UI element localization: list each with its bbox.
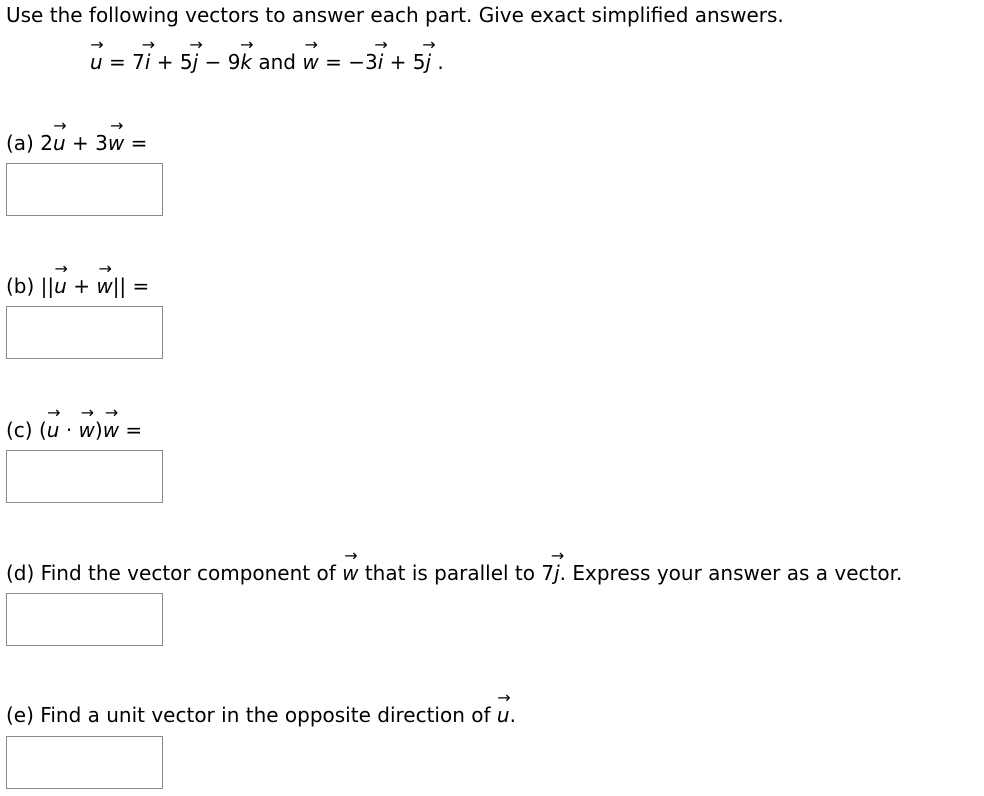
unit-i: → i bbox=[145, 52, 151, 72]
vector-u: → u bbox=[47, 420, 60, 440]
vector-w: → w bbox=[108, 133, 124, 153]
vector-u: → u bbox=[497, 705, 510, 725]
vector-w: → w bbox=[302, 52, 318, 72]
part-c-prompt: (c) (→ u · → w)→ w = bbox=[6, 420, 142, 440]
vector-u: → u bbox=[90, 52, 103, 72]
unit-i: → i bbox=[378, 52, 384, 72]
unit-j: → j bbox=[554, 563, 560, 583]
answer-input-a[interactable] bbox=[6, 163, 163, 216]
vector-w: → w bbox=[79, 420, 95, 440]
given-vectors: → u = 7→ i + 5→ j − 9→ k and → w = −3→ i + 5→ j . bbox=[90, 52, 444, 72]
part-a-prompt: (a) 2→ u + 3→ w = bbox=[6, 133, 147, 153]
part-d-prompt: (d) Find the vector component of → w that is parallel to 7→ j. Express your answer as a vector. bbox=[6, 563, 902, 583]
vector-w: → w bbox=[342, 563, 358, 583]
part-b-prompt: (b) ||→ u + → w|| = bbox=[6, 276, 149, 296]
instructions: Use the following vectors to answer each part. Give exact simplified answers. bbox=[6, 3, 784, 27]
part-e-prompt: (e) Find a unit vector in the opposite direction of → u. bbox=[6, 705, 516, 725]
answer-input-c[interactable] bbox=[6, 450, 163, 503]
vector-u: → u bbox=[54, 276, 67, 296]
vector-w: → w bbox=[103, 420, 119, 440]
answer-input-d[interactable] bbox=[6, 593, 163, 646]
unit-j: → j bbox=[193, 52, 199, 72]
unit-j: → j bbox=[425, 52, 431, 72]
unit-k: → k bbox=[240, 52, 252, 72]
vector-w: → w bbox=[96, 276, 112, 296]
answer-input-e[interactable] bbox=[6, 736, 163, 789]
vector-u: → u bbox=[53, 133, 66, 153]
answer-input-b[interactable] bbox=[6, 306, 163, 359]
